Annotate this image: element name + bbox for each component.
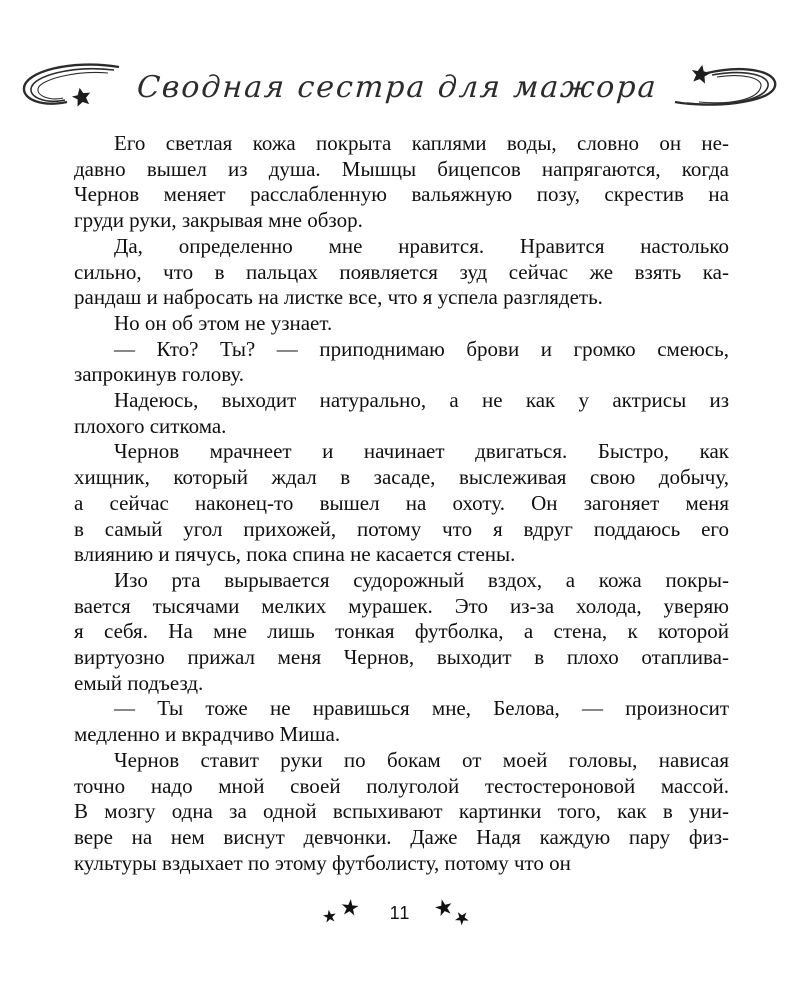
paragraph	[74, 388, 729, 439]
text-line: запрокинув голову.	[74, 362, 245, 387]
paragraph	[74, 234, 729, 311]
text-line: Надеюсь, выходит натурально, а не как у актрисы из	[114, 388, 729, 413]
star-icon: ★	[449, 905, 475, 931]
paragraph	[74, 748, 729, 877]
text-line: — Ты тоже не нравишься мне, Белова, — произносит	[114, 696, 729, 721]
chapter-title: Сводная сестра для мажора	[135, 69, 659, 105]
page-text	[74, 131, 729, 876]
paragraph	[74, 439, 729, 568]
text-line: виртуозно прижал меня Чернов, выходит в плохо отаплива-	[74, 645, 729, 670]
text-line: медленно и вкрадчиво Миша.	[74, 722, 341, 747]
text-line: груди руки, закрывая мне обзор.	[74, 208, 363, 233]
text-line: Да, определенно мне нравится. Нравится настолько	[114, 233, 729, 258]
text-line: вается тысячами мелких мурашек. Это из-за холода, уверяю	[74, 593, 729, 618]
comet-swirl-right-icon	[667, 58, 785, 116]
paragraph	[74, 337, 729, 388]
text-line: Его светлая кожа покрыта каплями воды, словно он не-	[114, 131, 729, 155]
text-line: вере на нем виснут девчонки. Даже Надя каждую пару физ-	[74, 824, 729, 849]
page-number: 11	[389, 902, 411, 923]
text-line: влиянию и пячусь, пока спина не касается стены.	[74, 542, 516, 567]
text-line: я себя. На мне лишь тонкая футболка, а стена, к которой	[74, 619, 729, 644]
star-icon: ★	[338, 894, 361, 921]
text-line: Изо рта вырывается судорожный вздох, а кожа покры-	[114, 567, 729, 592]
chapter-header	[0, 58, 800, 116]
paragraph	[74, 568, 729, 697]
stars-right-icon	[428, 892, 480, 931]
text-line: сильно, что в пальцах появляется зуд сейчас же взять ка-	[74, 259, 729, 284]
stars-left-icon	[320, 895, 372, 931]
text-line: точно надо мной своей полуголой тестостероновой массой.	[74, 773, 729, 798]
text-line: культуры вздыхает по этому футболисту, потому что он	[74, 850, 571, 875]
text-line: плохого ситкома.	[74, 413, 227, 438]
text-line: Чернов мрачнеет и начинает двигаться. Быстро, как	[114, 439, 729, 464]
text-line: хищник, который ждал в засаде, выслеживая свою добычу,	[74, 465, 729, 490]
text-line: В мозгу одна за одной вспыхивают картинки того, как в уни-	[74, 799, 729, 824]
paragraph	[74, 131, 729, 234]
text-line: — Кто? Ты? — приподнимаю брови и громко смеюсь,	[114, 336, 729, 361]
text-line: а сейчас наконец-то вышел на охоту. Он загоняет меня	[74, 490, 729, 515]
text-line: Чернов меняет расслабленную вальяжную позу, скрестив на	[74, 182, 729, 207]
page-footer	[0, 893, 800, 933]
star-icon: ★	[320, 906, 339, 927]
text-line: давно вышел из душа. Мышцы бицепсов напрягаются, когда	[74, 156, 729, 181]
text-line: Чернов ставит руки по бокам от моей головы, нависая	[114, 747, 729, 772]
star-icon: ★	[431, 892, 457, 923]
text-line: емый подъезд.	[74, 670, 204, 695]
text-line: Но он об этом не узнает.	[114, 310, 333, 335]
paragraph	[74, 696, 729, 747]
paragraph	[74, 311, 729, 337]
text-line: в самый угол прихожей, потому что я вдруг поддаюсь его	[74, 516, 729, 541]
text-line: рандаш и набросать на листке все, что я успела разглядеть.	[74, 285, 603, 310]
comet-swirl-left-icon	[15, 58, 127, 116]
